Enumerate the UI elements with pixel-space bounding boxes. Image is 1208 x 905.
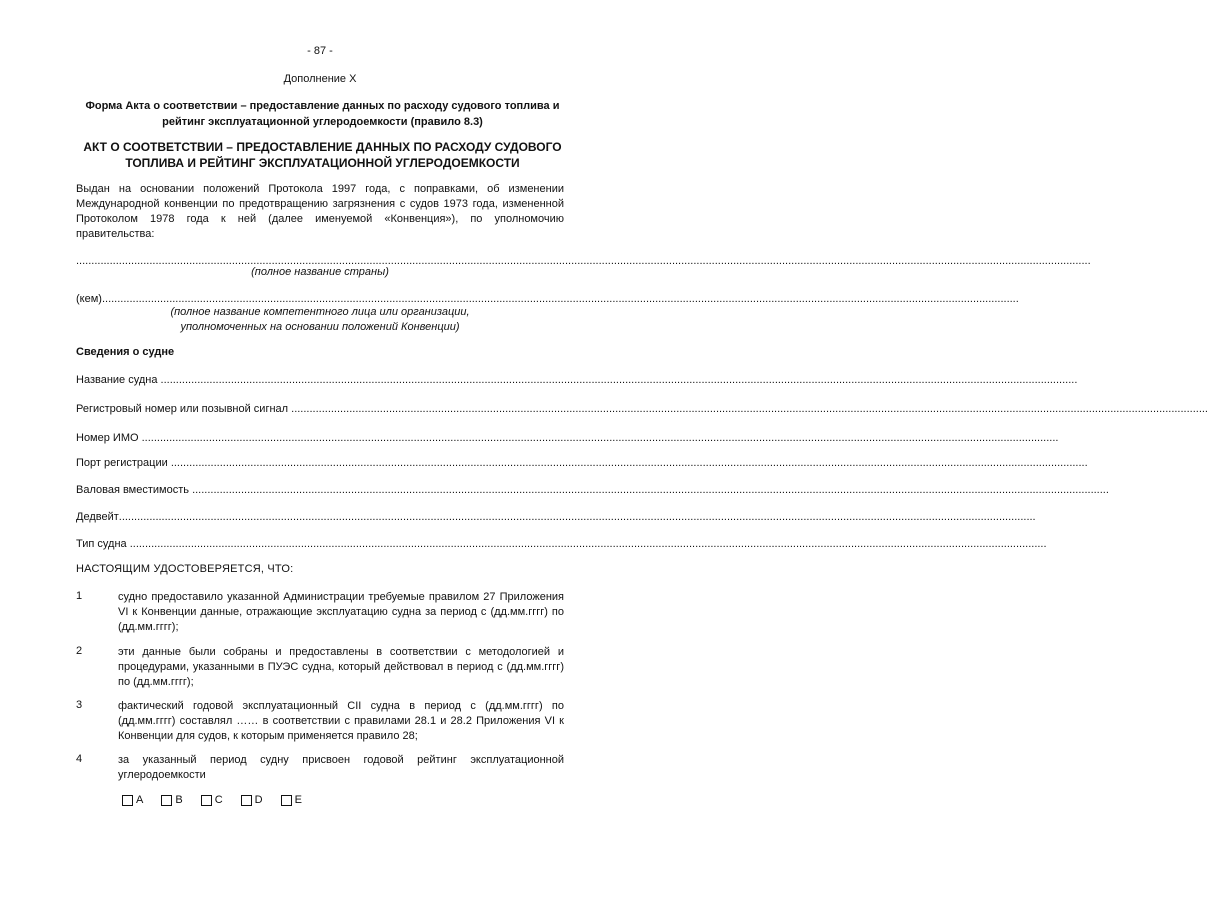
field-gross-tonnage[interactable] [76, 483, 1109, 497]
field-label: Валовая вместимость [76, 484, 189, 496]
field-label: Порт регистрации [76, 457, 168, 469]
dot-leader: ............................................................................................................................................................................................................................................................................................................ [192, 484, 1109, 496]
checkbox-icon[interactable] [281, 795, 292, 806]
field-label: Тип судна [76, 538, 127, 550]
authority-fill-line[interactable] [76, 292, 1019, 306]
dot-leader: ............................................................................................................................................................................................................................................................................................................ [160, 374, 1078, 386]
list-item [76, 699, 564, 744]
list-item [76, 590, 564, 635]
appendix-title: Дополнение X [283, 73, 357, 85]
rating-label: C [214, 794, 223, 806]
rating-label: E [294, 794, 302, 806]
country-note: (полное название страны) [251, 266, 389, 278]
dot-leader: ............................................................................................................................................................................................................................................................................................................ [118, 511, 1036, 523]
item-number: 3 [76, 699, 83, 711]
field-ship-type[interactable] [76, 537, 1047, 551]
field-port-of-registry[interactable] [76, 456, 1088, 470]
field-label: Номер ИМО [76, 432, 139, 444]
item-text: эти данные были собраны и предоставлены в соответствии с методологией и процедурами, указанными в ПУЭС судна, который действовал в период с (дд.мм.гггг) по (дд.мм.гггг); [118, 646, 564, 688]
rating-option-c[interactable] [201, 794, 223, 806]
item-text: судно предоставило указанной Администрации требуемые правилом 27 Приложения VI к Конвенции данные, отражающие эксплуатацию судна за период с (дд.мм.гггг) по (дд.мм.гггг); [118, 591, 564, 633]
item-text: за указанный период судну присвоен годовой рейтинг эксплуатационной углеродоемкости [118, 754, 564, 781]
item-text: фактический годовой эксплуатационный CII судна в период с (дд.мм.гггг) по (дд.мм.гггг) составлял …… в соответствии с правилами 28.1 и 28.2 Приложения VI к Конвенции для судов, к которым применяется правило 28; [118, 700, 564, 742]
dot-leader: ............................................................................................................................................................................................................................................................................................................ [129, 538, 1047, 550]
dot-leader: ............................................................................................................................................................................................................................................................................................................ [141, 432, 1059, 444]
rating-label: D [254, 794, 263, 806]
certificate-title: АКТ О СООТВЕТСТВИИ – ПРЕДОСТАВЛЕНИЕ ДАННЫХ ПО РАСХОДУ СУДОВОГО ТОПЛИВА И РЕЙТИНГ ЭКСПЛУАТАЦИОННОЙ УГЛЕРОДОЕМКОСТИ [83, 140, 562, 170]
checkbox-icon[interactable] [241, 795, 252, 806]
authority-note-line2: уполномоченных на основании положений Конвенции) [180, 321, 460, 333]
field-label: Название судна [76, 374, 158, 386]
page-number: - 87 - [307, 45, 333, 57]
dot-leader: ............................................................................................................................................................................................................................................................................................................ [291, 403, 1208, 415]
dot-leader: ............................................................................................................................................................................................................................................................................................................ [170, 457, 1088, 469]
list-item [76, 645, 564, 690]
rating-label: B [175, 794, 183, 806]
item-number: 1 [76, 590, 83, 602]
field-deadweight[interactable] [76, 510, 1036, 524]
list-item [76, 753, 564, 783]
checkbox-icon[interactable] [161, 795, 172, 806]
rating-label: A [136, 794, 144, 806]
item-number: 2 [76, 645, 83, 657]
authority-note-line1: (полное название компетентного лица или организации, [170, 306, 470, 318]
checkbox-icon[interactable] [201, 795, 212, 806]
form-title: Форма Акта о соответствии – предоставление данных по расходу судового топлива и рейтинг эксплуатационной углеродоемкости (правило 8.3) [85, 100, 560, 128]
issued-paragraph: Выдан на основании положений Протокола 1997 года, с поправками, об изменении Международной конвенции по предотвращению загрязнения с судов 1973 года, измененной Протоколом 1978 года к ней (далее именуемой «Конвенция»), по уполномочию правительства: [76, 183, 564, 240]
field-registry-number[interactable] [76, 402, 1208, 416]
rating-option-a[interactable] [122, 794, 143, 806]
field-label: Дедвейт [76, 511, 119, 523]
rating-option-b[interactable] [161, 794, 182, 806]
certifies-heading: НАСТОЯЩИМ УДОСТОВЕРЯЕТСЯ, ЧТО: [76, 563, 294, 575]
field-label: Регистровый номер или позывной сигнал [76, 403, 289, 415]
field-ship-name[interactable] [76, 373, 1078, 387]
ship-section-title: Сведения о судне [76, 346, 175, 358]
checkbox-icon[interactable] [122, 795, 133, 806]
item-number: 4 [76, 753, 83, 765]
rating-options [122, 794, 302, 806]
rating-option-e[interactable] [281, 794, 302, 806]
dot-leader: ............................................................................................................................................................................................................................................................................................................ [101, 293, 1019, 305]
field-imo-number[interactable] [76, 431, 1059, 445]
by-label: (кем) [76, 293, 102, 305]
rating-option-d[interactable] [241, 794, 263, 806]
